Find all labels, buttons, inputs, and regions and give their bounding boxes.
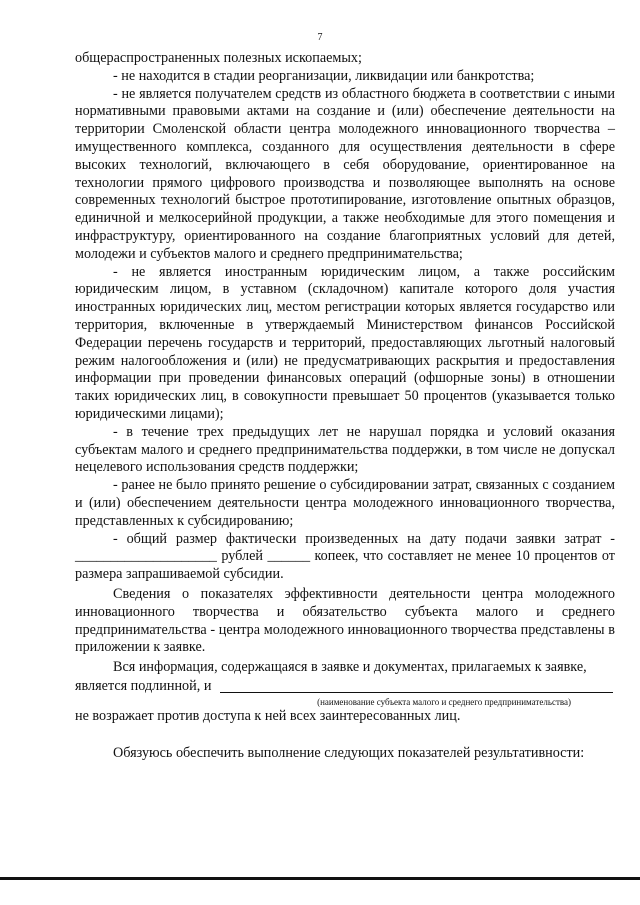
authenticity-prefix: является подлинной, и bbox=[75, 677, 212, 694]
commitment-heading: Обязуюсь обеспечить выполнение следующих показателей результативности: bbox=[113, 745, 585, 761]
list-item: - ранее не было принято решение о субсидировании затрат, связанных с созданием и (или) обеспечением деятельности центра молодежного инновационного творчества, представленных к субсидированию; bbox=[75, 477, 615, 529]
paragraph: Сведения о показателях эффективности деятельности центра молодежного инновационного творчества и обязательство субъекта малого и среднего предпринимательства - центра молодежного инновационного творчества представлены в приложении к заявке. bbox=[75, 585, 615, 656]
list-item: - не находится в стадии реорганизации, ликвидации или банкротства; bbox=[113, 67, 535, 84]
blank-line bbox=[220, 692, 613, 693]
paragraph: общераспространенных полезных ископаемых; bbox=[75, 50, 362, 66]
list-item: - общий размер фактически произведенных на дату подачи заявки затрат - ____________________ рублей ______ копеек, что составляет не менее 10 процентов от размера запрашиваемой субсидии. bbox=[75, 530, 615, 583]
page-number: 7 bbox=[317, 32, 323, 43]
paragraph: не возражает против доступа к ней всех заинтересованных лиц. bbox=[75, 707, 461, 724]
list-item: - не является получателем средств из областного бюджета в соответствии с иными нормативными правовыми актами на создание и (или) обеспечение деятельности на территории Смоленской области центра молодежного инновационного творчества – имущественного комплекса, созданного для осуществления деятельности в сфере высоких технологий, включающего в себя оборудование, ориентированное на технологии прямого цифрового производства и позволяющее выполнять на основе современных технологий быстрое прототипирование, изготовление опытных образцов, единичной и мелкосерийной продукции, а также необходимые для этого помещения и инфраструктуру, ориентированного на создание благоприятных условий для детей, молодежи и субъектов малого и среднего предпринимательства; bbox=[75, 85, 615, 262]
scan-edge-line bbox=[0, 877, 640, 880]
list-item: - в течение трех предыдущих лет не нарушал порядка и условий оказания субъектам малого и среднего предпринимательства поддержки, в том числе не допускал нецелевого использования средств поддержки; bbox=[75, 423, 615, 476]
list-item: - не является иностранным юридическим лицом, а также российским юридическим лицом, в уставном (складочном) капитале которого доля участия иностранных юридических лиц, местом регистрации которых является государство или территория, включенные в утверждаемый Министерством финансов Российской Федерации перечень государств и территорий, предоставляющих льготный налоговый режим налогообложения и (или) не предусматривающих раскрытия и предоставления информации при проведении финансовых операций (офшорные зоны) в отношении таких юридических лиц, в совокупности превышает 50 процентов (указывается только юридическими лицами); bbox=[75, 263, 615, 422]
field-caption: (наименование субъекта малого и среднего предпринимательства) bbox=[317, 696, 571, 707]
paragraph: Вся информация, содержащаяся в заявке и документах, прилагаемых к заявке, bbox=[113, 659, 587, 676]
document-body bbox=[75, 50, 615, 726]
entity-name-field bbox=[75, 678, 615, 696]
